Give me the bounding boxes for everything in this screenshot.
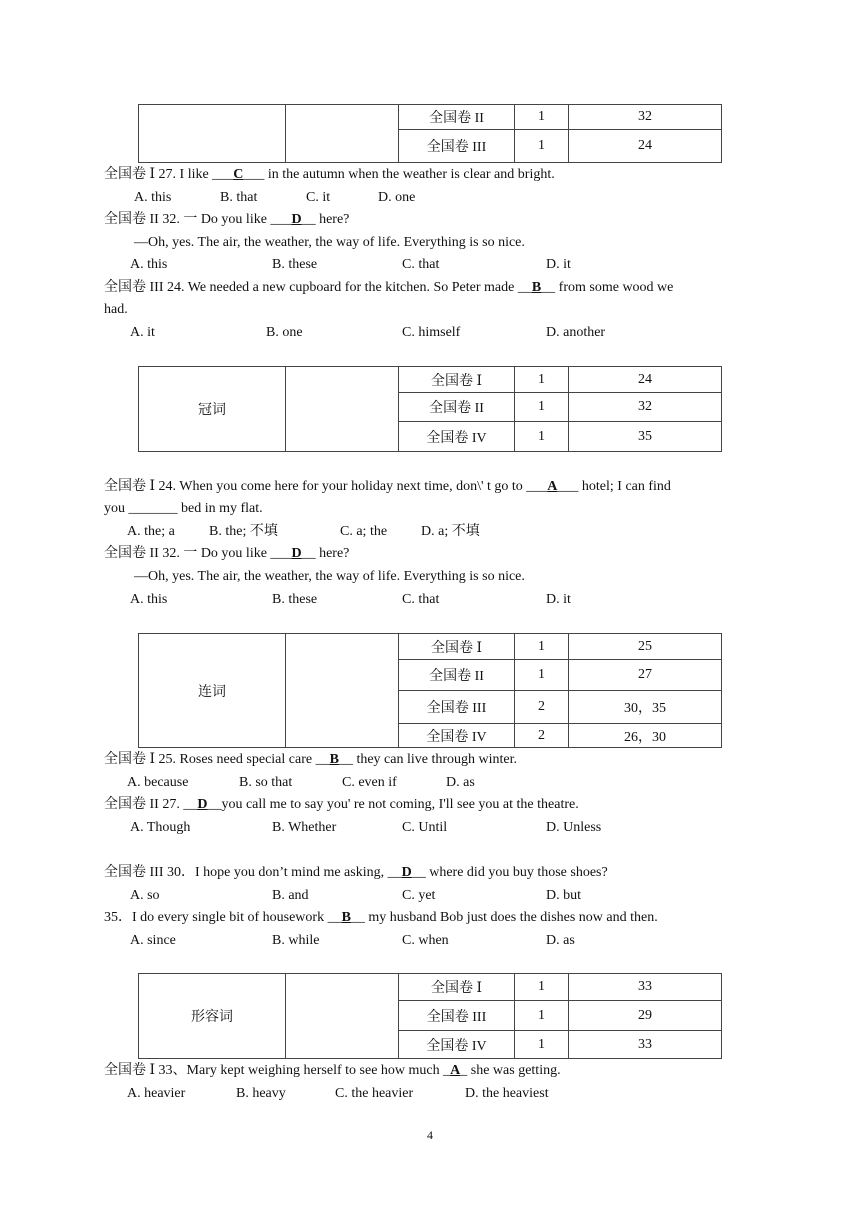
- qnums-cell: 32: [569, 393, 722, 422]
- qnums-cell: 32: [569, 105, 722, 130]
- question-text: _ she was getting.: [460, 1063, 561, 1078]
- answer-mark: D: [401, 865, 412, 880]
- reply-line: —Oh, yes. The air, the weather, the way of life. Everything is so nice.: [134, 569, 525, 584]
- category-cell: 冠词: [139, 367, 286, 452]
- question-text: __ here?: [301, 212, 350, 227]
- option: C. a; the: [340, 524, 388, 539]
- paper-cell: 全国卷 III: [399, 691, 515, 724]
- option: A. the; a: [127, 524, 175, 539]
- question-text: 全国卷 Ⅰ 33、Mary kept weighing herself to see how much _: [104, 1063, 451, 1078]
- option: B. one: [266, 325, 303, 340]
- paper-cell: 全国卷 II: [399, 105, 515, 130]
- paper-cell: 全国卷 III: [399, 130, 515, 163]
- option: D. it: [546, 592, 571, 607]
- question-line-cont: had.: [104, 302, 128, 317]
- question-line: [104, 166, 555, 184]
- count-cell: 1: [515, 1001, 569, 1031]
- option: A. since: [130, 933, 176, 948]
- paper-cell: 全国卷 Ⅰ: [399, 367, 515, 393]
- question-line: [104, 796, 579, 814]
- question-text: __ where did you buy those shoes?: [411, 865, 608, 880]
- option: D. but: [546, 888, 581, 903]
- option: C. when: [402, 933, 449, 948]
- question-line: [104, 279, 673, 297]
- option: D. one: [378, 190, 416, 205]
- count-cell: 2: [515, 724, 569, 748]
- option: B. heavy: [236, 1086, 286, 1101]
- answer-mark: D: [291, 212, 302, 227]
- count-cell: 1: [515, 130, 569, 163]
- option: B. the; 不填: [209, 524, 278, 539]
- option: B. that: [220, 190, 258, 205]
- qnums-cell: 27: [569, 660, 722, 691]
- blank-cell: [286, 974, 399, 1059]
- question-line: [104, 909, 658, 927]
- option: A. heavier: [127, 1086, 186, 1101]
- option: C. it: [306, 190, 331, 205]
- blank-cell: [286, 634, 399, 748]
- count-cell: 1: [515, 660, 569, 691]
- qnums-cell: 30，35: [569, 691, 722, 724]
- stats-table-continued: [138, 104, 722, 163]
- option: A. Though: [130, 820, 191, 835]
- option: A. so: [130, 888, 160, 903]
- answer-mark: C: [233, 167, 244, 182]
- paper-cell: 全国卷 III: [399, 1001, 515, 1031]
- question-text: 全国卷 II 32. 一 Do you like ___: [104, 212, 292, 227]
- stats-table-conjunctions: [138, 633, 722, 748]
- option: A. this: [130, 592, 168, 607]
- option: A. because: [127, 775, 189, 790]
- qnums-cell: 26，30: [569, 724, 722, 748]
- paper-cell: 全国卷 II: [399, 660, 515, 691]
- option: D. it: [546, 257, 571, 272]
- answer-mark: A: [450, 1063, 461, 1078]
- option: B. Whether: [272, 820, 337, 835]
- option: D. as: [546, 933, 575, 948]
- option: D. the heaviest: [465, 1086, 549, 1101]
- question-text: 全国卷 III 30．I hope you don’t mind me asking, __: [104, 865, 402, 880]
- paper-cell: 全国卷 IV: [399, 1031, 515, 1059]
- option: D. a; 不填: [421, 524, 480, 539]
- question-text: 全国卷 II 27. __: [104, 797, 198, 812]
- qnums-cell: 25: [569, 634, 722, 660]
- count-cell: 1: [515, 974, 569, 1001]
- answer-mark: B: [341, 910, 351, 925]
- option: C. yet: [402, 888, 436, 903]
- option: C. the heavier: [335, 1086, 414, 1101]
- answer-mark: D: [197, 797, 208, 812]
- count-cell: 1: [515, 393, 569, 422]
- blank-cell: [286, 105, 399, 163]
- question-line: [104, 864, 608, 882]
- question-text: __ they can live through winter.: [338, 752, 518, 767]
- question-text: __ here?: [301, 546, 350, 561]
- category-cell: [139, 105, 286, 163]
- option: C. that: [402, 257, 440, 272]
- count-cell: 1: [515, 105, 569, 130]
- answer-mark: A: [547, 479, 558, 494]
- count-cell: 1: [515, 367, 569, 393]
- count-cell: 1: [515, 634, 569, 660]
- question-line: [104, 478, 671, 496]
- page-number: 4: [427, 1128, 433, 1142]
- option: C. Until: [402, 820, 448, 835]
- paper-cell: 全国卷 II: [399, 393, 515, 422]
- answer-mark: D: [291, 546, 302, 561]
- paper-cell: 全国卷 Ⅰ: [399, 974, 515, 1001]
- question-line: [104, 545, 349, 563]
- option: B. and: [272, 888, 309, 903]
- question-text: 全国卷 Ⅰ 27. I like ___: [104, 167, 234, 182]
- option: A. this: [134, 190, 172, 205]
- paper-cell: 全国卷 IV: [399, 724, 515, 748]
- question-text: 全国卷 II 32. 一 Do you like ___: [104, 546, 292, 561]
- option: D. as: [446, 775, 475, 790]
- question-text: __ from some wood we: [541, 280, 674, 295]
- qnums-cell: 33: [569, 1031, 722, 1059]
- question-text: 35．I do every single bit of housework __: [104, 910, 342, 925]
- qnums-cell: 24: [569, 367, 722, 393]
- paper-cell: 全国卷 IV: [399, 422, 515, 452]
- qnums-cell: 33: [569, 974, 722, 1001]
- category-cell: 连词: [139, 634, 286, 748]
- option: C. himself: [402, 325, 461, 340]
- option: B. these: [272, 257, 318, 272]
- qnums-cell: 24: [569, 130, 722, 163]
- category-cell: 形容词: [139, 974, 286, 1059]
- option: A. this: [130, 257, 168, 272]
- question-text: 全国卷 Ⅰ 24. When you come here for your holiday next time, don\' t go to ___: [104, 479, 548, 494]
- reply-line: —Oh, yes. The air, the weather, the way of life. Everything is so nice.: [134, 235, 525, 250]
- count-cell: 2: [515, 691, 569, 724]
- question-text: 全国卷 III 24. We needed a new cupboard for the kitchen. So Peter made __: [104, 280, 532, 295]
- question-text: 全国卷 Ⅰ 25. Roses need special care __: [104, 752, 330, 767]
- answer-mark: B: [329, 752, 339, 767]
- option: C. even if: [342, 775, 397, 790]
- answer-mark: B: [531, 280, 542, 295]
- question-text: __you call me to say you' re not coming, I'll see you at the theatre.: [207, 797, 579, 812]
- option: D. another: [546, 325, 606, 340]
- question-text: ___ hotel; I can find: [557, 479, 671, 494]
- option: B. so that: [239, 775, 293, 790]
- question-line: [104, 751, 517, 769]
- count-cell: 1: [515, 1031, 569, 1059]
- question-line-cont: you _______ bed in my flat.: [104, 501, 263, 516]
- blank-cell: [286, 367, 399, 452]
- question-line: [104, 211, 349, 229]
- qnums-cell: 35: [569, 422, 722, 452]
- stats-table-adjectives: [138, 973, 722, 1059]
- question-line: [104, 1062, 561, 1080]
- option: C. that: [402, 592, 440, 607]
- qnums-cell: 29: [569, 1001, 722, 1031]
- stats-table-articles: [138, 366, 722, 452]
- option: B. while: [272, 933, 320, 948]
- question-text: ___ in the autumn when the weather is clear and bright.: [243, 167, 555, 182]
- option: B. these: [272, 592, 318, 607]
- option: A. it: [130, 325, 155, 340]
- question-text: __ my husband Bob just does the dishes now and then.: [350, 910, 658, 925]
- paper-cell: 全国卷 Ⅰ: [399, 634, 515, 660]
- option: D. Unless: [546, 820, 602, 835]
- count-cell: 1: [515, 422, 569, 452]
